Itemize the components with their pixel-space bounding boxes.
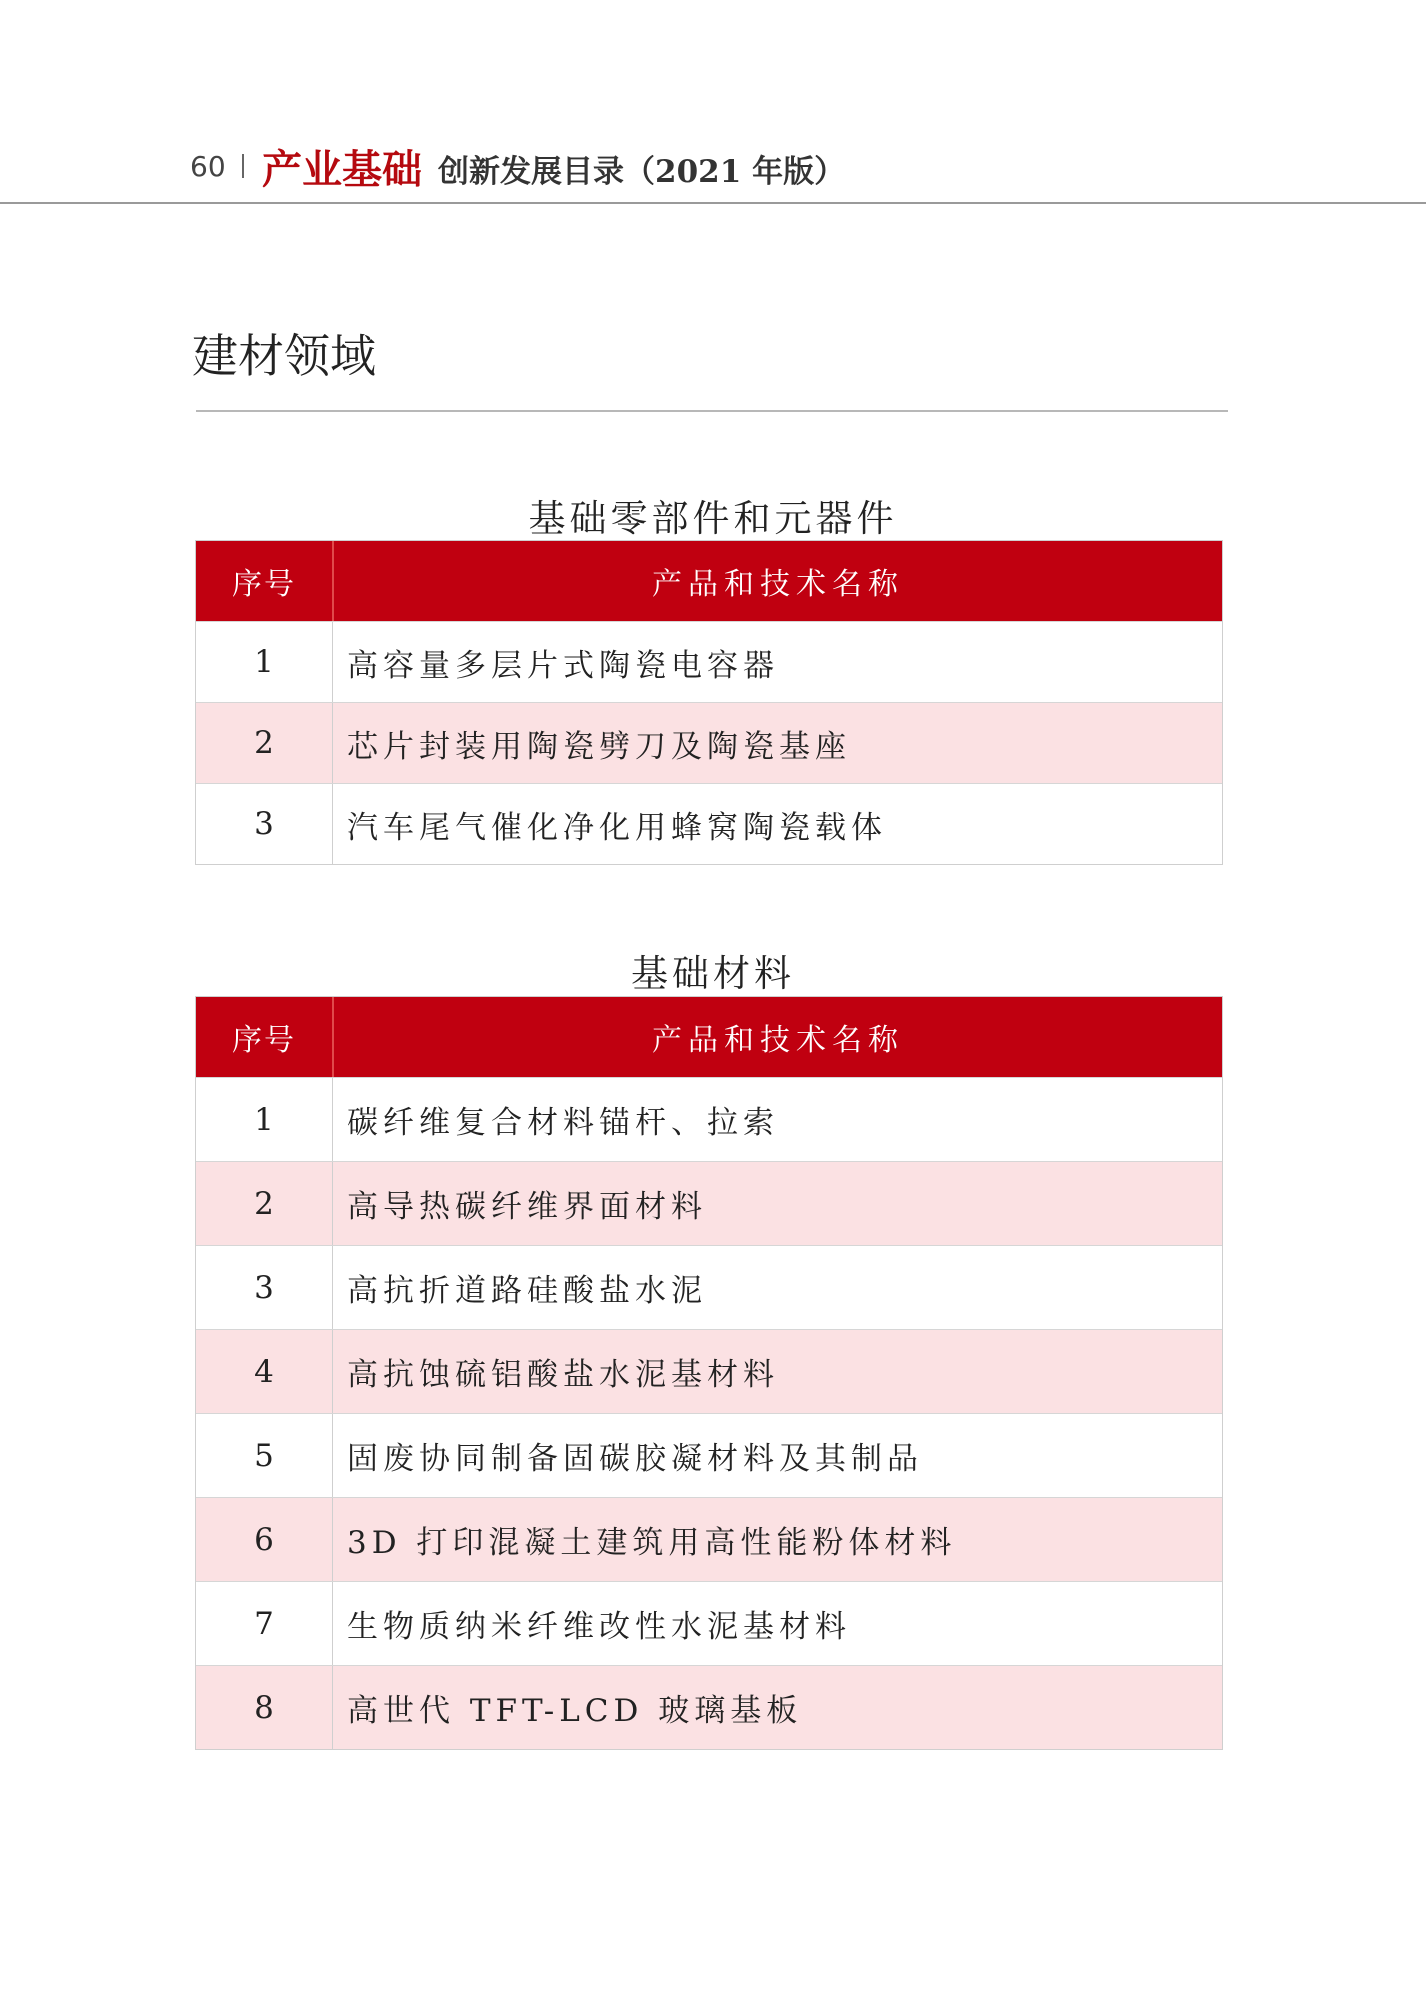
section-divider	[196, 410, 1228, 412]
row-number: 8	[196, 1666, 333, 1749]
row-name: 固废协同制备固碳胶凝材料及其制品	[347, 1441, 923, 1477]
row-name: 生物质纳米纤维改性水泥基材料	[347, 1609, 851, 1645]
table-row	[196, 1077, 1222, 1161]
column-header-name: 产品和技术名称	[652, 1023, 904, 1058]
table-header	[196, 541, 1222, 621]
row-name: 碳纤维复合材料锚杆、拉索	[347, 1105, 779, 1141]
row-name: 芯片封装用陶瓷劈刀及陶瓷基座	[347, 728, 851, 765]
row-number: 3	[196, 1246, 333, 1329]
section-title: 建材领域	[192, 329, 376, 383]
row-number: 1	[196, 622, 333, 702]
materials-table	[195, 996, 1223, 1750]
table-row	[196, 1581, 1222, 1665]
header-separator	[242, 154, 244, 178]
row-number: 6	[196, 1498, 333, 1581]
table-row	[196, 1665, 1222, 1749]
table-row	[196, 1161, 1222, 1245]
table-row	[196, 1329, 1222, 1413]
table-row	[196, 702, 1222, 783]
book-title-highlight: 产业基础	[262, 146, 422, 193]
row-name: 高世代 TFT-LCD 玻璃基板	[347, 1693, 803, 1729]
table-row	[196, 783, 1222, 864]
row-number: 5	[196, 1414, 333, 1497]
table-row	[196, 1497, 1222, 1581]
row-number: 7	[196, 1582, 333, 1665]
column-header-number: 序号	[196, 997, 334, 1077]
row-number: 1	[196, 1078, 333, 1161]
header-divider	[0, 202, 1426, 204]
column-header-number: 序号	[196, 541, 334, 621]
table-row	[196, 621, 1222, 702]
table-title-materials: 基础材料	[631, 952, 795, 995]
table-title-components: 基础零部件和元器件	[528, 497, 898, 540]
row-number: 2	[196, 1162, 333, 1245]
row-name: 高容量多层片式陶瓷电容器	[347, 647, 779, 684]
row-name: 高抗折道路硅酸盐水泥	[347, 1273, 707, 1309]
row-number: 4	[196, 1330, 333, 1413]
row-name: 3D 打印混凝土建筑用高性能粉体材料	[347, 1525, 957, 1561]
components-table	[195, 540, 1223, 865]
row-name: 高导热碳纤维界面材料	[347, 1189, 707, 1225]
table-row	[196, 1245, 1222, 1329]
row-number: 2	[196, 703, 333, 783]
row-number: 3	[196, 784, 333, 864]
page-number: 60	[190, 150, 226, 183]
table-row	[196, 1413, 1222, 1497]
row-name: 高抗蚀硫铝酸盐水泥基材料	[347, 1357, 779, 1393]
row-name: 汽车尾气催化净化用蜂窝陶瓷载体	[347, 809, 887, 846]
column-header-name: 产品和技术名称	[652, 567, 904, 602]
book-title-rest: 创新发展目录（2021 年版）	[438, 154, 846, 190]
table-header	[196, 997, 1222, 1077]
